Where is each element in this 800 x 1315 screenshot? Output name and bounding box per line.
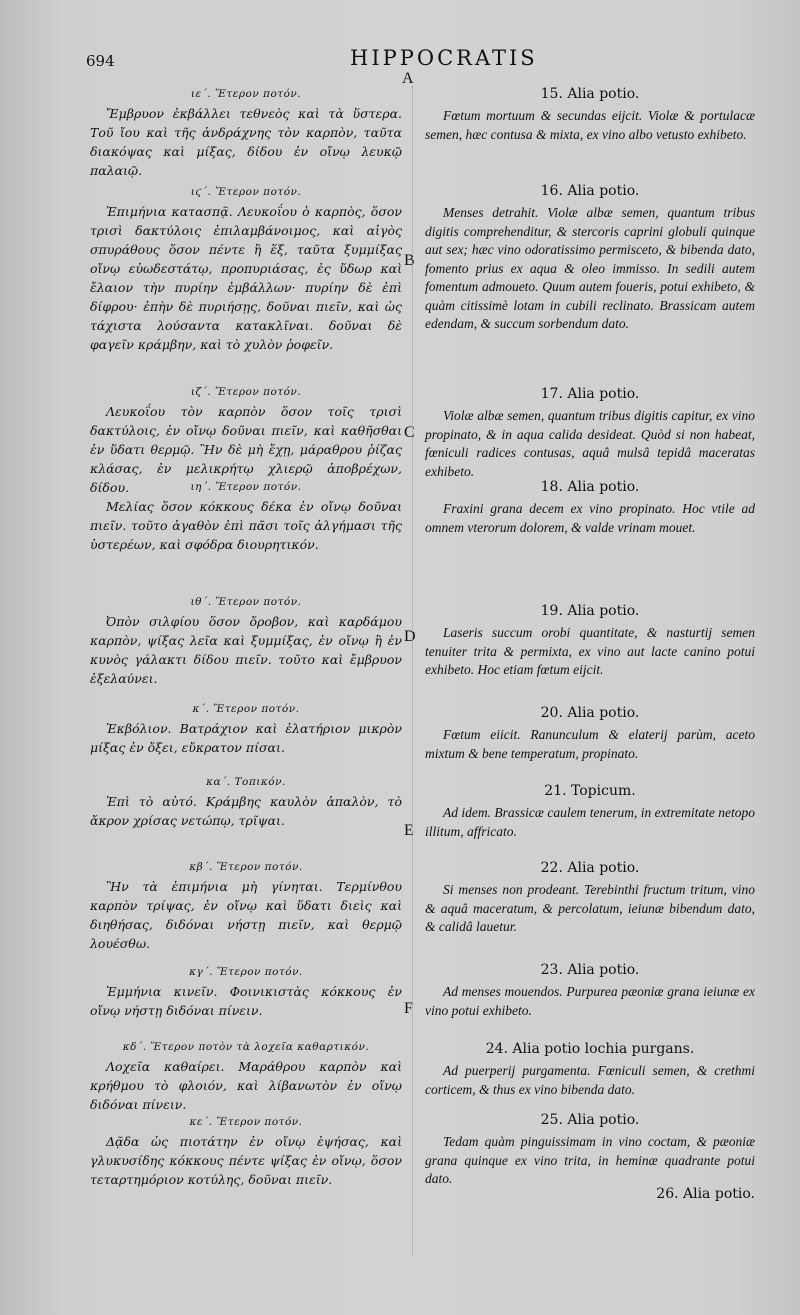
latin-heading: 22. Alia potio.: [540, 860, 640, 876]
latin-section: [425, 860, 755, 937]
latin-section: [425, 705, 755, 763]
greek-section: [90, 481, 402, 554]
latin-text: Violæ albæ semen, quantum tribus digitis capitur, ex vino propinato, & in aqua calida desideat. Quòd si non habeat, fœniculi radices contusas, aquâ mulsâ tepidâ maceratas exhibeto.: [425, 408, 755, 479]
latin-heading: 17. Alia potio.: [540, 386, 640, 402]
latin-heading: 23. Alia potio.: [540, 962, 640, 978]
greek-text: Ἐμμήνια κινεῖν. Φοινικιστὰς κόκκους ἐν οἴνῳ νήστῃ διδόναι πίνειν.: [90, 984, 402, 1018]
greek-heading: ιε΄. Ἕτερον ποτόν.: [190, 88, 302, 100]
latin-catchword: [425, 1186, 755, 1202]
latin-text: Fœtum mortuum & secundas eijcit. Violæ & portulacæ semen, hæc contusa & mixta, ex vino albo vetusto exhibeto.: [425, 108, 755, 142]
greek-section: [90, 776, 402, 830]
latin-heading: 15. Alia potio.: [540, 86, 640, 102]
latin-text: Fraxini grana decem ex vino propinato. Hoc vtile ad omnem vterorum dolorem, & valde vrinam mouet.: [425, 501, 755, 535]
greek-heading: κ΄. Ἕτερον ποτόν.: [192, 703, 300, 715]
latin-text: Laseris succum orobi quantitate, & nasturtij semen tenuiter trita & permixta, ex vino aut lacte canino potui exhibeto. Hoc etiam fœtum eijcit.: [425, 625, 755, 677]
latin-heading: 18. Alia potio.: [540, 479, 640, 495]
greek-text: Ἐπὶ τὸ αὐτό. Κράμβης καυλὸν ἁπαλὸν, τὸ ἄκρον χρίσας νετώπῳ, τρῖψαι.: [90, 794, 402, 828]
latin-section: [425, 386, 755, 481]
greek-heading: ιζ΄. Ἕτερον ποτόν.: [190, 386, 302, 398]
greek-heading: ιϛ΄. Ἕτερον ποτόν.: [190, 186, 302, 198]
greek-section: [90, 966, 402, 1020]
latin-heading: 26. Alia potio.: [656, 1186, 755, 1202]
margin-letter-e: E: [404, 822, 414, 839]
greek-text: Λευκοΐου τὸν καρπὸν ὅσον τοῖς τρισὶ δακτύλοις, ἐν οἴνῳ δοῦναι πιεῖν, καὶ καθῆσθαι ἐν ὕδατι θερμῷ. Ἢν δὲ μὴ ἔχῃ, μάραθρου ῥίζας κλάσας, ἐν μελικρήτῳ χλιερῷ ἀποβρέχων, δίδου.: [90, 404, 402, 495]
latin-heading: 19. Alia potio.: [540, 603, 640, 619]
latin-section: [425, 86, 755, 144]
latin-section: [425, 603, 755, 680]
latin-section: [425, 1041, 755, 1099]
greek-text: Μελίας ὅσον κόκκους δέκα ἐν οἴνῳ δοῦναι πιεῖν. τοῦτο ἀγαθὸν ἐπὶ πᾶσι τοῖς ἀλγήμασι τῆς ὑστερέων, καὶ σφόδρα διουρητικόν.: [90, 499, 402, 552]
latin-text: Tedam quàm pinguissimam in vino coctam, & pæoniæ grana quinque ex vino trita, in heminæ quadrante potui dato.: [425, 1134, 755, 1186]
running-head: HIPPOCRATIS: [350, 46, 538, 70]
greek-section: [90, 1041, 402, 1114]
margin-letter-a: A: [402, 70, 414, 87]
latin-text: Si menses non prodeant. Terebinthi fructum tritum, vino & aquâ maceratum, & percolatum, ieiunæ bibendum dato, & calidâ lauetur.: [425, 882, 755, 934]
greek-heading: κα΄. Τοπικόν.: [206, 776, 286, 788]
margin-letter-b: B: [404, 252, 415, 269]
page-number: 694: [86, 52, 115, 70]
latin-text: Ad puerperij purgamenta. Fœniculi semen, & crethmi corticem, & thus ex vino bibenda dato.: [425, 1063, 755, 1097]
greek-section: [90, 596, 402, 688]
greek-text: Ἔμβρυον ἐκβάλλει τεθνεὸς καὶ τὰ ὕστερα. Τοῦ ἴου καὶ τῆς ἀνδράχνης τὸν καρπὸν, ταῦτα διακόψας καὶ μίξας, δίδου ἐν οἴνῳ λευκῷ παλαιῷ.: [90, 106, 402, 178]
greek-section: [90, 186, 402, 354]
margin-letter-f: F: [404, 1000, 413, 1017]
greek-section: [90, 88, 402, 180]
greek-heading: κε΄. Ἕτερον ποτόν.: [189, 1116, 303, 1128]
latin-text: Ad idem. Brassicæ caulem tenerum, in extremitate netopo illitum, affricato.: [425, 805, 755, 839]
greek-heading: ιθ΄. Ἕτερον ποτόν.: [190, 596, 302, 608]
latin-text: Menses detrahit. Violæ albæ semen, quantum tribus digitis comprehenditur, & stercoris caprini globuli quinque aut sex; hæc vino odoratissimo permisceto, & bibenda dato, fomento prius ex aqua & oleo immisso. In sedili autem fomentum admoueto. Quum autem foueris, potui exhibeto, & quàm citissimè lotam in cubili reclinato. Brassicam autem edendam, & succum sorbendum dato.: [425, 205, 755, 331]
greek-text: Δᾷδα ὡς πιοτάτην ἐν οἴνῳ ἑψήσας, καὶ γλυκυσίδης κόκκους πέντε ψίξας ἐν οἴνῳ, ὅσον τεταρτημόριον κοτύλης, δοῦναι πιεῖν.: [90, 1134, 402, 1187]
margin-letter-c: C: [404, 424, 415, 441]
greek-text: Ἐκβόλιον. Βατράχιον καὶ ἐλατήριον μικρὸν μίξας ἐν ὄξει, εὔκρατον πίσαι.: [90, 721, 402, 755]
greek-text: Ὀπὸν σιλφίου ὅσον ὄροβον, καὶ καρδάμου καρπὸν, ψίξας λεῖα καὶ ξυμμίξας, ἐν οἴνῳ ἢ ἐν κυνὸς γάλακτι δίδου πιεῖν. τοῦτο καὶ ἔμβρυον ἐξελαύνει.: [90, 614, 402, 686]
greek-heading: κβ΄. Ἕτερον ποτόν.: [189, 861, 303, 873]
greek-heading: ιη΄. Ἕτερον ποτόν.: [190, 481, 302, 493]
latin-heading: 25. Alia potio.: [540, 1112, 640, 1128]
latin-section: [425, 962, 755, 1020]
latin-section: [425, 1112, 755, 1189]
greek-section: [90, 703, 402, 757]
greek-heading: κδ΄. Ἕτερον ποτὸν τὰ λοχεῖα καθαρτικόν.: [122, 1041, 370, 1053]
latin-section: [425, 479, 755, 537]
greek-heading: κγ΄. Ἕτερον ποτόν.: [189, 966, 303, 978]
margin-letter-d: D: [404, 628, 416, 645]
greek-text: Ἢν τὰ ἐπιμήνια μὴ γίνηται. Τερμίνθου καρπὸν τρίψας, ἐν οἴνῳ καὶ ὕδατι διεὶς καὶ διηθήσας, διδόναι νήστῃ πιεῖν, καὶ θερμῷ λουέσθω.: [90, 879, 402, 951]
greek-section: [90, 861, 402, 953]
gutter-rule: [412, 86, 413, 1256]
greek-text: Λοχεῖα καθαίρει. Μαράθρου καρπὸν καὶ κρήθμου τὸ φλοιόν, καὶ λίβανωτὸν ἐν οἴνῳ διδόναι πίνειν.: [90, 1059, 402, 1112]
latin-heading: 20. Alia potio.: [540, 705, 640, 721]
greek-section: [90, 1116, 402, 1189]
latin-heading: 21. Topicum.: [544, 783, 636, 799]
latin-text: Fœtum eiicit. Ranunculum & elaterij parùm, aceto mixtum & bene temperatum, propinato.: [425, 727, 755, 761]
greek-text: Ἐπιμήνια κατασπᾷ. Λευκοΐου ὁ καρπὸς, ὅσον τρισὶ δακτύλοις ἐπιλαμβάνοιμος, καὶ αἰγὸς σπυράθους ὅσον πέντε ἢ ἕξ, ταῦτα ξυμμίξας οἴνῳ εὐωδεστάτῳ, προπυριάσας, ἐς ὕδωρ καὶ ἔλαιον τὴν πυρίην ἐμβάλλων· πυρίην δὲ ἐπὶ δίφρου· ἐπὴν δὲ πυριήσῃς, δοῦναι πιεῖν, καὶ ὡς τάχιστα λούσαντα κατακλῖναι. δοῦναι δὲ φαγεῖν κράμβην, καὶ τὸ χυλὸν ῥοφεῖν.: [90, 204, 402, 352]
latin-text: Ad menses mouendos. Purpurea pæoniæ grana ieiunæ ex vino potui exhibeto.: [425, 984, 755, 1018]
latin-heading: 24. Alia potio lochia purgans.: [485, 1041, 695, 1057]
latin-section: [425, 783, 755, 841]
latin-heading: 16. Alia potio.: [540, 183, 640, 199]
latin-section: [425, 183, 755, 334]
